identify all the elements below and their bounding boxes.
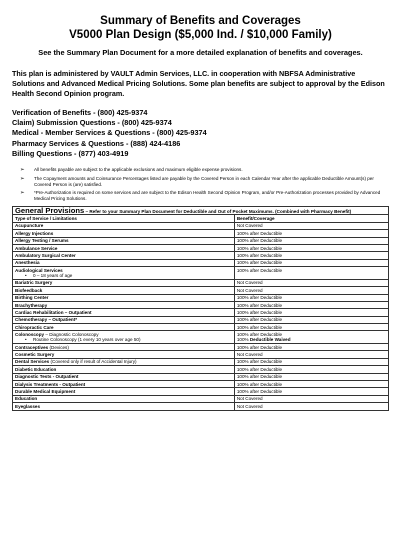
coverage-cell (234, 294, 388, 301)
table-section-header (13, 207, 389, 215)
coverage-cell (234, 316, 388, 323)
service-cell (13, 351, 235, 358)
coverage-cell (234, 366, 388, 373)
coverage-cell (234, 230, 388, 237)
table-row (13, 252, 389, 259)
bullet-text: *Pre-Authorization is required on some services and are subject to the Edison Health Second Opinion Program, and/or Pre-Authorization processes provided by Advanced Medical Pricing Solutions. (34, 190, 381, 202)
coverage-cell (234, 324, 388, 331)
service-name: Ambulatory Surgical Center (15, 252, 76, 258)
service-cell (13, 309, 235, 316)
service-name: Anesthesia (15, 260, 40, 266)
table-row (13, 316, 389, 323)
service-note: – Diagnostic Colonoscopy (44, 332, 99, 338)
title-line-1: Summary of Benefits and Coverages (100, 15, 301, 27)
table-row (13, 395, 389, 402)
service-sub-item (15, 273, 232, 278)
service-name: Brachytherapy (15, 302, 48, 308)
section-header-cell (13, 207, 389, 215)
service-note: (Devices) (48, 344, 69, 350)
contact-line: Medical - Member Services & Questions - (800) 425-9374 (12, 128, 207, 138)
contact-list (12, 108, 389, 159)
service-cell (13, 252, 235, 259)
coverage-value: Not Covered (236, 403, 263, 409)
coverage-value: 100% after Deductible (236, 309, 283, 315)
service-name: Dialysis Treatments - Outpatient (15, 381, 86, 387)
service-cell (13, 316, 235, 323)
coverage-value: 100% after Deductible (236, 295, 283, 301)
coverage-value: 100% after Deductible (236, 324, 283, 330)
coverage-cell (234, 395, 388, 402)
table-row (13, 267, 389, 280)
table-row (13, 244, 389, 251)
coverage-cell (234, 301, 388, 308)
table-row (13, 294, 389, 301)
service-name: Contraceptives (15, 344, 49, 350)
bullet-text: All benefits payable are subject to the applicable exclusions and maximum eligible expense provisions. (34, 167, 243, 173)
column-header-coverage: Benefit/Coverage (234, 215, 388, 222)
coverage-value: 100% after Deductible (236, 252, 283, 258)
service-name: Allergy Injections (15, 230, 54, 236)
table-row (13, 309, 389, 316)
coverage-value: 100% after Deductible (236, 374, 283, 380)
coverage-cell (234, 381, 388, 388)
service-note: (Covered only if result of Accidental Injury) (49, 359, 137, 365)
service-cell (13, 358, 235, 365)
service-name: Birthing Center (15, 295, 49, 301)
sub-item-text: Routine Colonoscopy (1 every 10 years over age 50) (33, 337, 141, 343)
coverage-cell (234, 331, 388, 344)
coverage-value: 100% after Deductible (236, 344, 283, 350)
service-name: Education (15, 396, 38, 402)
service-cell (13, 366, 235, 373)
service-name: Cardiac Rehabilitation – Outpatient (15, 309, 92, 315)
table-row (13, 301, 389, 308)
contact-line: Claim) Submission Questions - (800) 425-9374 (12, 118, 172, 128)
coverage-value-secondary (237, 337, 386, 342)
service-name: Ambulance Service (15, 245, 58, 251)
coverage-value: 100% after Deductible (236, 245, 283, 251)
service-cell (13, 381, 235, 388)
coverage-cell (234, 244, 388, 251)
coverage-value: 100% after Deductible (236, 366, 283, 372)
contact-line: Pharmacy Services & Questions - (888) 424-4186 (12, 138, 181, 148)
coverage-cell (234, 358, 388, 365)
coverage-cell (234, 252, 388, 259)
service-name: Colonoscopy (15, 332, 45, 338)
service-name: Diabetic Education (15, 366, 57, 372)
bullet-item (20, 167, 389, 173)
coverage-value: 100% after Deductible (236, 230, 283, 236)
coverage-cell (234, 344, 388, 351)
service-name: Diagnostic Tests - Outpatient (15, 374, 79, 380)
coverage-value: 100% after Deductible (236, 238, 283, 244)
section-title: General Provisions (15, 205, 85, 215)
table-row (13, 324, 389, 331)
table-row (13, 373, 389, 380)
table-row (13, 230, 389, 237)
coverage-value: 100% after Deductible (236, 302, 283, 308)
service-cell (13, 279, 235, 286)
coverage-value: Not Covered (236, 280, 263, 286)
service-name: Durable Medical Equipment (15, 389, 76, 394)
table-row (13, 331, 389, 344)
service-cell (13, 331, 235, 344)
service-cell (13, 267, 235, 280)
service-name: Cosmetic Surgery (15, 352, 55, 358)
table-row (13, 259, 389, 266)
coverage-value: Not Covered (236, 287, 263, 293)
arrow-bullet-icon: ➢ (20, 175, 25, 182)
coverage-cell (234, 403, 388, 410)
service-cell (13, 230, 235, 237)
service-name: Chiropractic Care (15, 324, 54, 330)
service-name: Chemotherapy – Outpatient* (15, 317, 78, 323)
coverage-value: Not Covered (236, 223, 263, 229)
service-name: Dental Services (15, 359, 50, 365)
contact-line: Verification of Benefits - (800) 425-9374 (12, 108, 148, 117)
title-line-2: V5000 Plan Design ($5,000 Ind. / $10,000 Family) (69, 29, 332, 41)
coverage-waived: Deductible Waived (249, 337, 291, 343)
table-row (13, 279, 389, 286)
table-row (13, 381, 389, 388)
table-row (13, 344, 389, 351)
coverage-value: 100% after Deductible (236, 317, 283, 323)
table-column-headers (13, 215, 389, 222)
service-name: Eyeglasses (15, 403, 41, 409)
table-row (13, 388, 389, 395)
coverage-value: 100% after Deductible (236, 359, 283, 365)
service-cell (13, 388, 235, 395)
arrow-bullet-icon: ➢ (20, 167, 25, 174)
service-cell (13, 324, 235, 331)
coverage-value: 100% after Deductible (236, 267, 283, 273)
coverage-cell (234, 351, 388, 358)
table-row (13, 222, 389, 229)
section-reference: – Refer to your Summary Plan Document for Deductible and Out of Pocket Maximums. (Combined with Pharmacy Benefit) (84, 208, 352, 214)
bullet-item (20, 176, 389, 188)
admin-statement: This plan is administered by VAULT Admin Services, LLC. in cooperation with NBFSA Administrative Solutions and Advanced Medical Pricing Solutions. Some plan benefits are subject to approval by the Edison Health Second Opinion program. (12, 69, 385, 98)
service-cell (13, 222, 235, 229)
service-cell (13, 344, 235, 351)
service-cell (13, 301, 235, 308)
table-row (13, 287, 389, 294)
benefits-table (12, 206, 389, 411)
service-cell (13, 395, 235, 402)
sub-item-text: 0 – 18 years of age (33, 272, 73, 278)
column-header-service: Type of Service / Limitations (13, 215, 235, 222)
coverage-value: Not Covered (236, 396, 263, 402)
service-sub-item (15, 337, 232, 342)
coverage-value: 100% after Deductible (236, 389, 283, 394)
coverage-value: 100% after Deductible (236, 260, 283, 266)
coverage-value: Not Covered (236, 352, 263, 358)
coverage-cell (234, 279, 388, 286)
table-row (13, 403, 389, 410)
arrow-bullet-icon: ➢ (20, 190, 25, 197)
service-cell (13, 373, 235, 380)
bullet-item (20, 190, 389, 202)
coverage-cell (234, 287, 388, 294)
bullet-text: The Copayment amounts and Coinsurance Percentages listed are payable by the Covered Person in each Calendar Year after the applicable Deductible Amount(s) per Covered Person is (are) satisfied. (34, 175, 374, 187)
document-page (0, 14, 401, 533)
service-name: Acupuncture (15, 223, 44, 229)
bullet-dot-icon: • (25, 272, 27, 278)
provision-bullets (12, 167, 389, 202)
coverage-cell (234, 237, 388, 244)
service-cell (13, 244, 235, 251)
coverage-cell (234, 259, 388, 266)
coverage-percent: 100% (236, 337, 250, 343)
service-name: Allergy Testing / Serums (15, 238, 69, 244)
coverage-cell (234, 373, 388, 380)
table-row (13, 366, 389, 373)
coverage-value: 100% after Deductible (236, 381, 283, 387)
service-cell (13, 403, 235, 410)
reference-note: See the Summary Plan Document for a more detailed explanation of benefits and coverages. (38, 48, 363, 57)
document-title (12, 14, 389, 42)
coverage-cell (234, 388, 388, 395)
coverage-cell (234, 222, 388, 229)
bullet-dot-icon: • (25, 337, 27, 343)
service-name: Bariatric Surgery (15, 280, 53, 286)
coverage-cell (234, 267, 388, 280)
service-cell (13, 237, 235, 244)
service-name: Audiological Services (15, 267, 63, 273)
coverage-cell (234, 309, 388, 316)
contact-line: Billing Questions - (877) 403-4919 (12, 148, 129, 158)
service-cell (13, 259, 235, 266)
coverage-value: 100% after Deductible (236, 332, 283, 338)
table-row (13, 237, 389, 244)
table-row (13, 358, 389, 365)
service-cell (13, 287, 235, 294)
table-row (13, 351, 389, 358)
service-cell (13, 294, 235, 301)
service-name: Biofeedback (15, 287, 43, 293)
